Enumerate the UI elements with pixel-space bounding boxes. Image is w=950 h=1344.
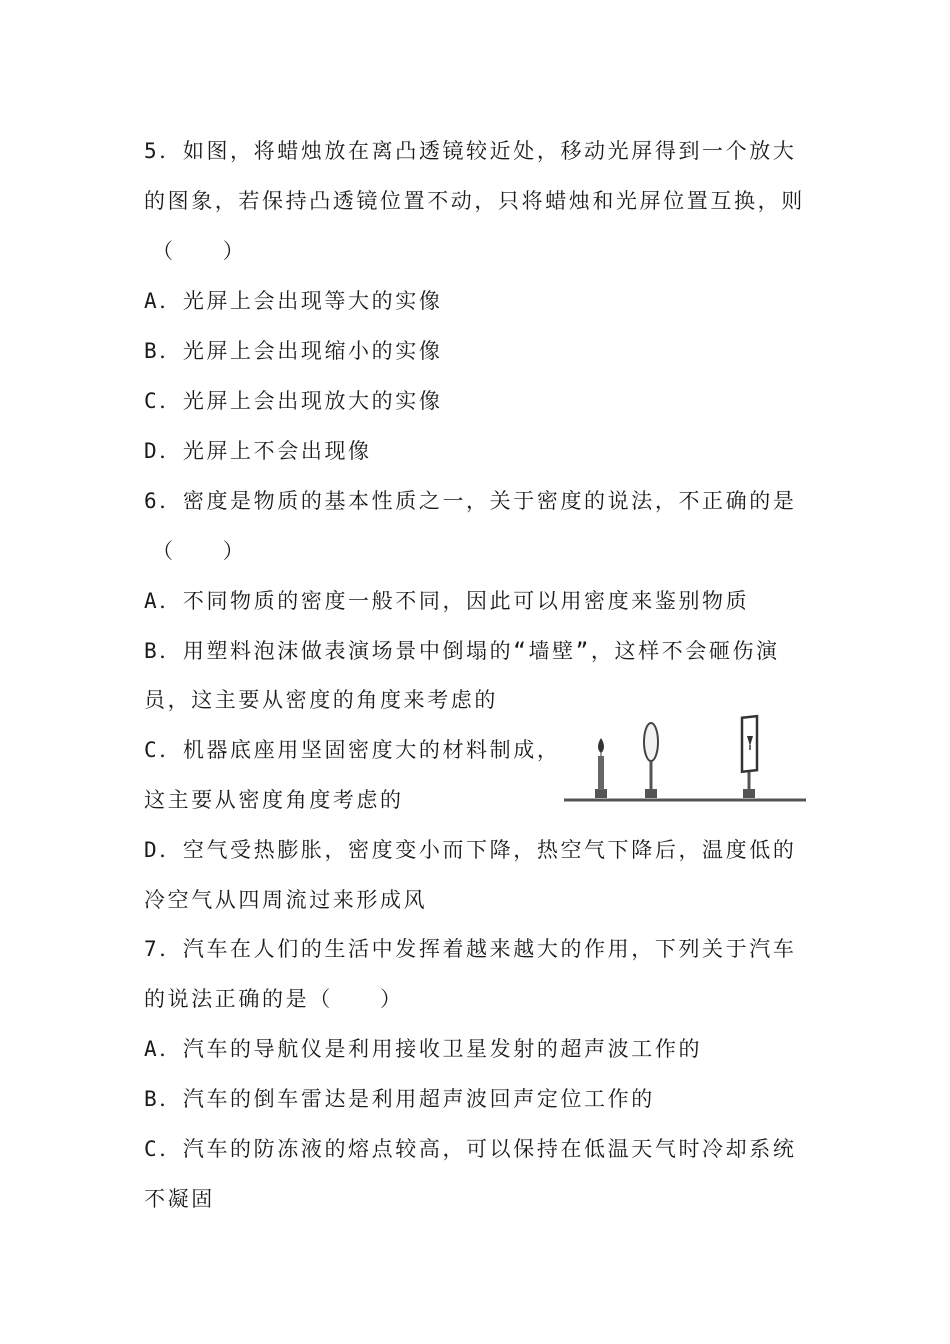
question-5-option-c: C．光屏上会出现放大的实像 (144, 389, 443, 413)
convex-lens-icon (644, 723, 658, 798)
question-7-option-c-cont: 不凝固 (144, 1187, 215, 1211)
question-7-stem-line-2: 的说法正确的是（ ） (144, 987, 404, 1011)
question-5-stem-line-1: 5．如图，将蜡烛放在离凸透镜较近处，移动光屏得到一个放大 (144, 139, 797, 163)
question-6-option-c-cont: 这主要从密度角度考虑的 (144, 788, 404, 812)
question-5-stem-line-2: 的图象，若保持凸透镜位置不动，只将蜡烛和光屏位置互换，则 (144, 189, 805, 213)
question-5-option-a: A．光屏上会出现等大的实像 (144, 289, 443, 313)
question-6-option-b: B．用塑料泡沫做表演场景中倒塌的“墙壁”，这样不会砸伤演 (144, 639, 780, 663)
light-screen-icon (742, 716, 757, 798)
question-6-option-a: A．不同物质的密度一般不同，因此可以用密度来鉴别物质 (144, 589, 750, 613)
question-5-option-d: D．光屏上不会出现像 (144, 439, 372, 463)
question-7-option-b: B．汽车的倒车雷达是利用超声波回声定位工作的 (144, 1087, 655, 1111)
question-6-option-d: D．空气受热膨胀，密度变小而下降，热空气下降后，温度低的 (144, 838, 797, 862)
question-6-option-b-cont: 员，这主要从密度的角度来考虑的 (144, 688, 498, 712)
question-7-option-a: A．汽车的导航仪是利用接收卫星发射的超声波工作的 (144, 1037, 703, 1061)
candle-icon (595, 738, 607, 798)
question-6-answer-blank: （ ） (152, 539, 247, 563)
candle-lens-screen-diagram-icon (562, 712, 808, 808)
question-7-option-c: C．汽车的防冻液的熔点较高，可以保持在低温天气时冷却系统 (144, 1137, 797, 1161)
question-5-option-b: B．光屏上会出现缩小的实像 (144, 339, 443, 363)
question-6-option-d-cont: 冷空气从四周流过来形成风 (144, 888, 428, 912)
question-6-option-c: C．机器底座用坚固密度大的材料制成， (144, 738, 561, 762)
question-6-stem-line-1: 6．密度是物质的基本性质之一，关于密度的说法，不正确的是 (144, 489, 797, 513)
question-5-answer-blank: （ ） (152, 239, 247, 263)
question-7-stem-line-1: 7．汽车在人们的生活中发挥着越来越大的作用，下列关于汽车 (144, 937, 797, 961)
